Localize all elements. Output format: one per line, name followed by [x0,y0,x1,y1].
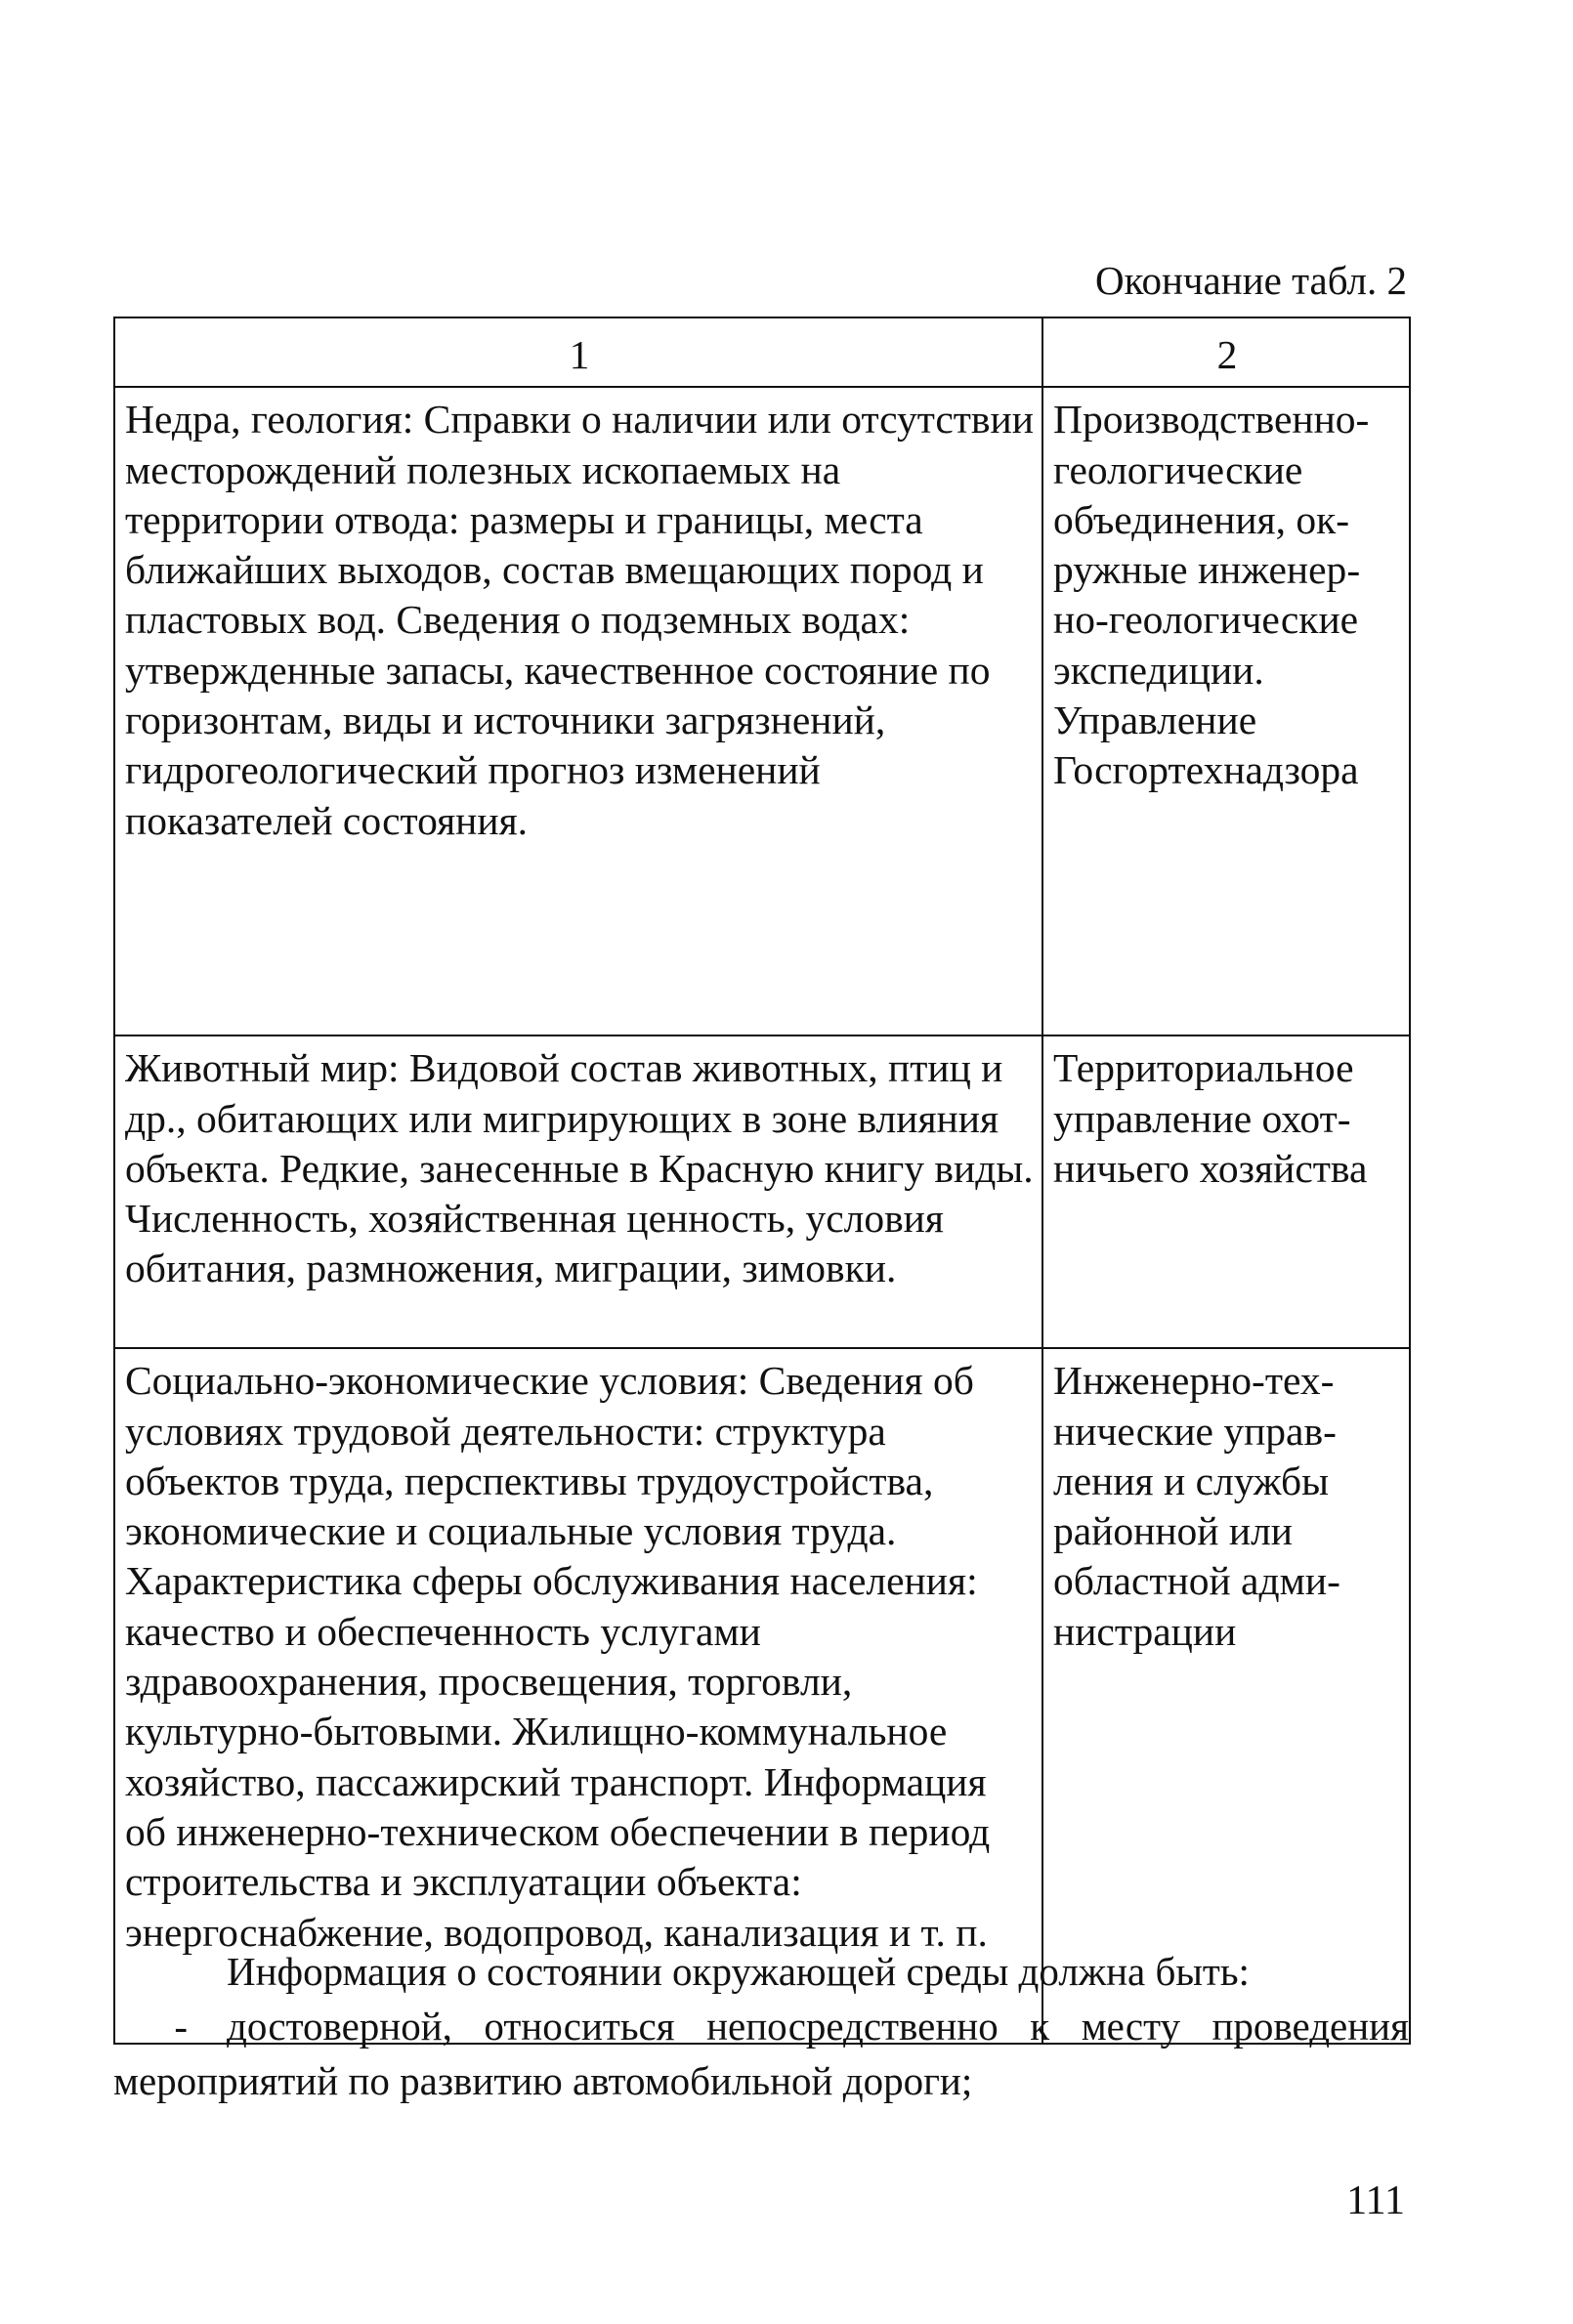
table-header-row [114,317,1410,387]
table-cell-source [1042,1035,1410,1348]
cell-text: Недра, геология: Справки о наличии или отсутствии месторождений полезных ископаемых на территории отвода: размеры и границы, места ближайших выходов, состав вмещающих пород и пластовых вод. Сведения о подземных водах: утвержденные запасы, качественное состояние по горизонтам, виды и источники загрязнений, гидрогеологический прогноз изменений показателей состояния. [125,397,1034,843]
table-row [114,1348,1410,2044]
table-row [114,387,1410,1035]
cell-text: Территориальное управление охотничьего хозяйства [1053,1045,1368,1191]
table-cell-description [114,1035,1042,1348]
list-item [113,1999,1409,2108]
column-header-1: 1 [114,317,1042,387]
table-row [114,1035,1410,1348]
page-number: 111 [1346,2178,1405,2223]
cell-text: Инженерно-технические управления и службы районной или областной администрации [1053,1358,1340,1654]
cell-text: Животный мир: Видовой состав животных, птиц и др., обитающих или мигрирующих в зоне влияния объекта. Редкие, занесенные в Красную книгу виды. Численность, хозяйственная ценность, условия обитания, размножения, миграции, зимовки. [125,1045,1034,1291]
list-item-text: достоверной, относиться непосредственно к месту проведения мероприятий по развитию автомобильной дороги; [113,2004,1409,2103]
paragraph-intro: Информация о состоянии окружающей среды должна быть: [227,1949,1250,1994]
list-dash: - [174,2004,188,2049]
table-cell-source [1042,1348,1410,2044]
table-continuation-caption: Окончание табл. 2 [1095,258,1407,303]
table-cell-description [114,1348,1042,2044]
column-header-2: 2 [1042,317,1410,387]
cell-text: Производственно-геологические объединения, окружные инженерно-геологические экспедиции. Управление Госгортехнадзора [1053,397,1370,793]
table-cell-source [1042,387,1410,1035]
cell-text: Социально-экономические условия: Сведения об условиях трудовой деятельности: структура объектов труда, перспективы трудоустройства, экономические и социальные условия труда. Характеристика сферы обслуживания населения: качество и обеспеченность услугами здравоохранения, просвещения, торговли, культурно-бытовыми. Жилищно-коммунальное хозяйство, пассажирский транспорт. Информация об инженерно-техническом обеспечении в период строительства и эксплуатации объекта: энергоснабжение, водопровод, канализация и т. п. [125,1358,991,1955]
table-cell-description [114,387,1042,1035]
data-table [113,317,1411,2045]
